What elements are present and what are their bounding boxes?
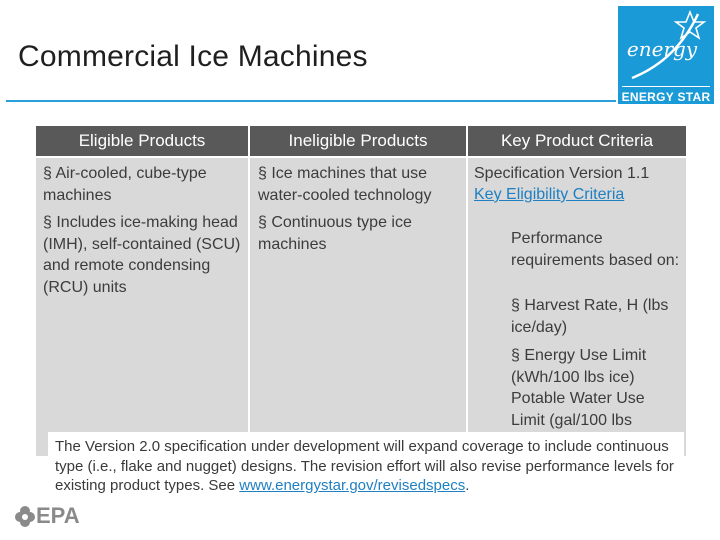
criteria-item: § Energy Use Limit (kWh/100 lbs ice): [511, 347, 647, 386]
energy-star-logo: [618, 6, 714, 104]
epa-flower-icon: [14, 503, 36, 529]
eligible-item: § Includes ice-making head (IMH), self-contained (SCU) and remote condensing (RCU) units: [43, 214, 241, 296]
energy-star-icon: [622, 8, 710, 84]
header-ineligible: Ineligible Products: [250, 126, 466, 156]
page-title: Commercial Ice Machines: [18, 40, 368, 73]
ineligible-item: § Ice machines that use water-cooled technology: [258, 165, 432, 204]
logo-script-text: energy: [626, 37, 698, 61]
epa-logo: [14, 503, 86, 529]
logo-divider: [622, 86, 710, 87]
note-suffix: .: [465, 477, 470, 494]
key-eligibility-link[interactable]: Key Eligibility Criteria: [474, 186, 625, 203]
criteria-intro: Performance requirements based on:: [511, 230, 680, 269]
epa-label: EPA: [36, 503, 80, 528]
eligible-item: § Air-cooled, cube-type machines: [43, 165, 207, 204]
logo-label: ENERGY STAR: [621, 90, 711, 104]
note-body: The Version 2.0 specification under development will expand coverage to include continuous type (i.e., flake and nugget) designs. The revision effort will also revise performance levels for existing product types. See: [55, 438, 674, 494]
note-text: [55, 437, 680, 496]
spec-version: Specification Version 1.1: [474, 165, 650, 182]
revised-specs-link[interactable]: www.energystar.gov/revisedspecs: [239, 477, 466, 494]
ineligible-item: § Continuous type ice machines: [258, 214, 412, 253]
header-divider: [36, 156, 686, 158]
column-divider: [466, 126, 468, 456]
criteria-item: § Harvest Rate, H (lbs ice/day): [511, 297, 669, 336]
header-criteria: Key Product Criteria: [468, 126, 686, 156]
criteria-item: Potable Water Use Limit (gal/100 lbs: [511, 390, 645, 429]
title-underline: [6, 100, 616, 102]
header-eligible: Eligible Products: [36, 126, 248, 156]
column-divider: [248, 126, 250, 456]
